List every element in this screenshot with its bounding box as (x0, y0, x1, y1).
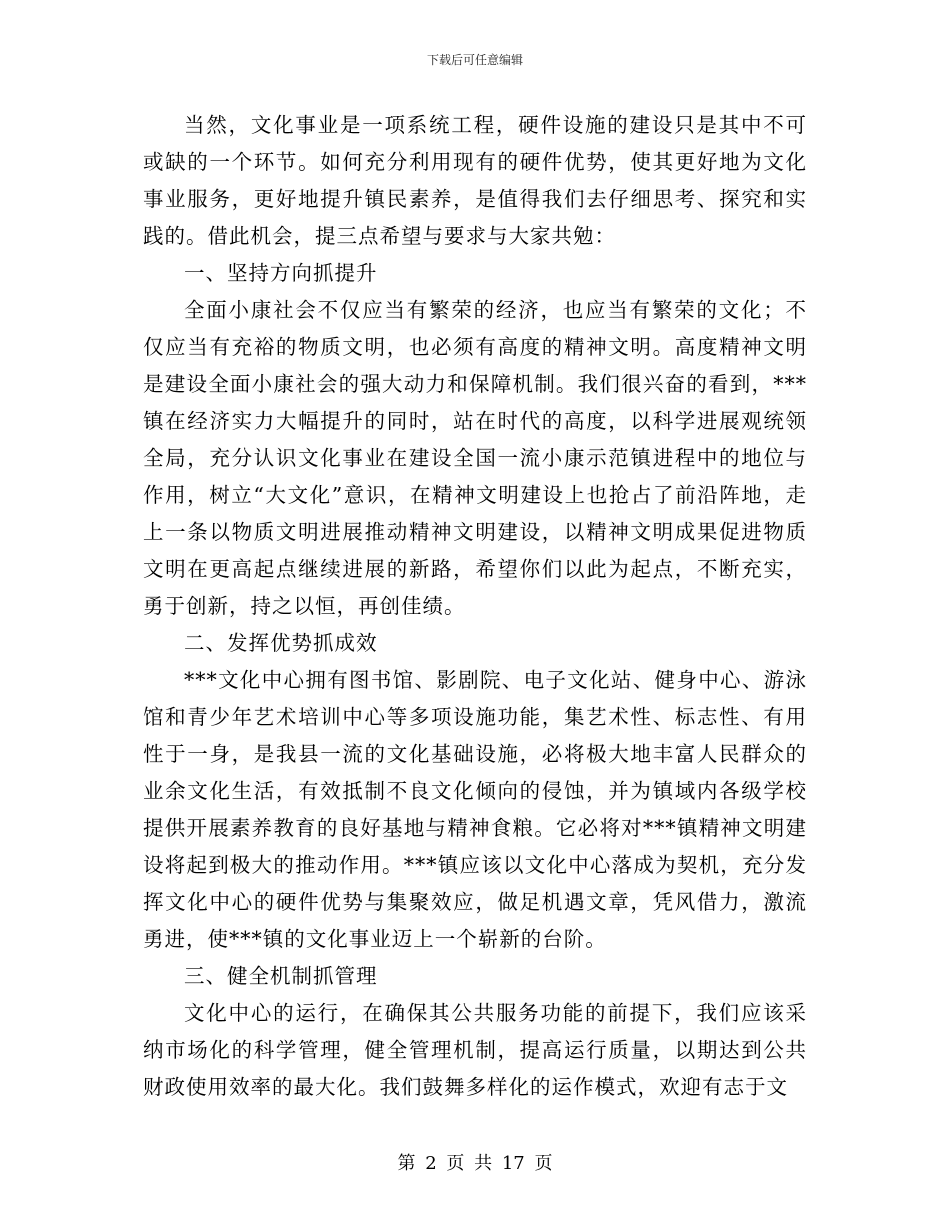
page-number: 第 2 页 共 17 页 (397, 1153, 553, 1174)
section-1-heading: 一、坚持方向抓提升 (184, 261, 378, 285)
section-2-paragraph: ***文化中心拥有图书馆、影剧院、电子文化站、健身中心、游泳馆和青少年艺术培训中心等多项设施功能，集艺术性、标志性、有用性于一身，是我县一流的文化基础设施，必将极大地丰富人民群众的业余文化生活，有效抵制不良文化倾向的侵蚀，并为镇域内各级学校提供开展素养教育的良好基地与精神食粮。它必将对***镇精神文明建设将起到极大的推动作用。***镇应该以文化中心落成为契机，充分发挥文化中心的硬件优势与集聚效应，做足机遇文章，凭风借力，激流勇进，使***镇的文化事业迈上一个崭新的台阶。 (143, 668, 807, 951)
document-body (143, 107, 807, 1106)
page-header: 下载后可任意编辑 (426, 53, 523, 67)
section-2-heading: 二、发挥优势抓成效 (184, 631, 378, 655)
section-3-paragraph: 文化中心的运行，在确保其公共服务功能的前提下，我们应该采纳市场化的科学管理，健全管理机制，提高运行质量，以期达到公共财政使用效率的最大化。我们鼓舞多样化的运作模式，欢迎有志于文 (143, 1001, 807, 1099)
section-3-heading: 三、健全机制抓管理 (184, 964, 378, 988)
section-1-paragraph: 全面小康社会不仅应当有繁荣的经济，也应当有繁荣的文化；不仅应当有充裕的物质文明，也必须有高度的精神文明。高度精神文明是建设全面小康社会的强大动力和保障机制。我们很兴奋的看到，***镇在经济实力大幅提升的同时，站在时代的高度，以科学进展观统领全局，充分认识文化事业在建设全国一流小康示范镇进程中的地位与作用，树立“大文化”意识，在精神文明建设上也抢占了前沿阵地，走上一条以物质文明进展推动精神文明建设，以精神文明成果促进物质文明在更高起点继续进展的新路，希望你们以此为起点，不断充实，勇于创新，持之以恒，再创佳绩。 (143, 298, 807, 618)
intro-paragraph: 当然，文化事业是一项系统工程，硬件设施的建设只是其中不可或缺的一个环节。如何充分利用现有的硬件优势，使其更好地为文化事业服务，更好地提升镇民素养，是值得我们去仔细思考、探究和实践的。借此机会，提三点希望与要求与大家共勉： (143, 113, 807, 248)
